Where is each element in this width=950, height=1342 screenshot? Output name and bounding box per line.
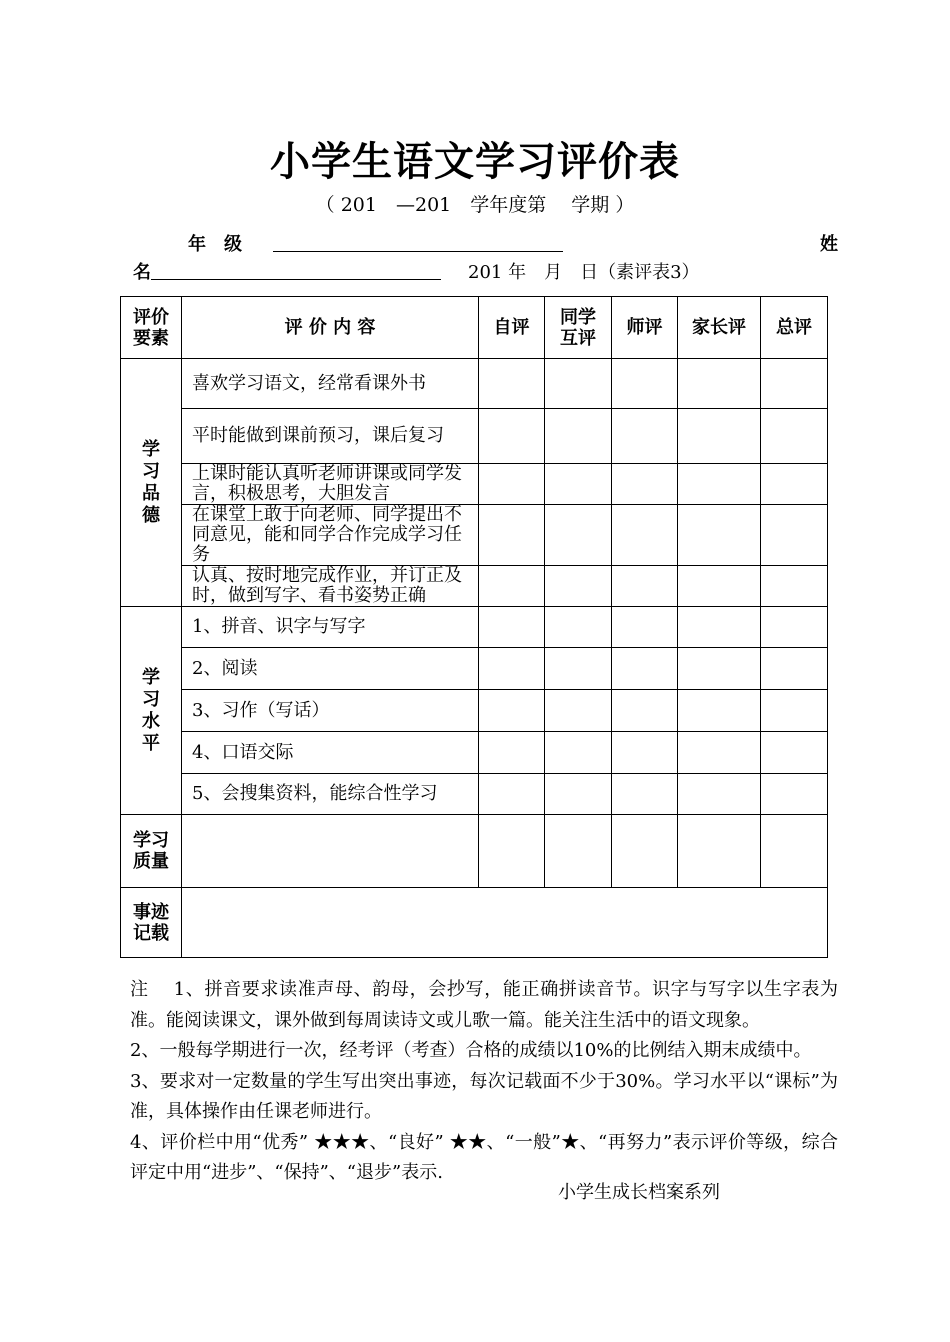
teacher-score-cell[interactable] [612, 505, 678, 566]
parent-score-cell[interactable] [678, 815, 761, 888]
table-row [121, 774, 828, 815]
school-year-subtitle: （ 201 —201 学年度第 学期 ） [315, 194, 635, 216]
self-score-cell[interactable] [479, 464, 545, 505]
teacher-score-cell[interactable] [612, 732, 678, 774]
peer-score-cell[interactable] [545, 815, 612, 888]
overall-score-cell[interactable] [761, 815, 828, 888]
peer-score-cell[interactable] [545, 607, 612, 648]
category-quality: 学习 质量 [121, 815, 182, 888]
parent-score-cell[interactable] [678, 359, 761, 409]
peer-score-cell[interactable] [545, 505, 612, 566]
teacher-score-cell[interactable] [612, 690, 678, 732]
self-score-cell[interactable] [479, 409, 545, 464]
overall-score-cell[interactable] [761, 505, 828, 566]
criterion-cell: 3、习作（写话） [182, 690, 479, 732]
parent-score-cell[interactable] [678, 648, 761, 690]
self-score-cell[interactable] [479, 607, 545, 648]
table-row [121, 607, 828, 648]
teacher-score-cell[interactable] [612, 648, 678, 690]
parent-score-cell[interactable] [678, 732, 761, 774]
overall-score-cell[interactable] [761, 690, 828, 732]
name-label-part2: 名 [133, 262, 151, 283]
overall-score-cell[interactable] [761, 774, 828, 815]
self-score-cell[interactable] [479, 815, 545, 888]
teacher-score-cell[interactable] [612, 607, 678, 648]
teacher-score-cell[interactable] [612, 464, 678, 505]
self-score-cell[interactable] [479, 732, 545, 774]
parent-score-cell[interactable] [678, 690, 761, 732]
teacher-score-cell[interactable] [612, 774, 678, 815]
self-score-cell[interactable] [479, 648, 545, 690]
evaluation-table [120, 296, 828, 958]
self-score-cell[interactable] [479, 690, 545, 732]
name-blank-line [151, 279, 441, 280]
record-content-cell[interactable] [182, 888, 828, 958]
criterion-cell: 在课堂上敢于向老师、同学提出不同意见，能和同学合作完成学习任务 [182, 505, 479, 566]
peer-score-cell[interactable] [545, 464, 612, 505]
self-score-cell[interactable] [479, 774, 545, 815]
header-content: 评 价 内 容 [182, 297, 479, 359]
grade-row [133, 230, 838, 256]
overall-score-cell[interactable] [761, 409, 828, 464]
table-row [121, 648, 828, 690]
grade-blank-line [273, 251, 563, 252]
page-title: 小学生语文学习评价表 [270, 139, 680, 185]
overall-score-cell[interactable] [761, 607, 828, 648]
self-score-cell[interactable] [479, 566, 545, 607]
parent-score-cell[interactable] [678, 505, 761, 566]
criterion-cell: 2、阅读 [182, 648, 479, 690]
parent-score-cell[interactable] [678, 607, 761, 648]
parent-score-cell[interactable] [678, 464, 761, 505]
grade-label: 年 级 [188, 234, 242, 255]
overall-score-cell[interactable] [761, 464, 828, 505]
category-record: 事迹 记载 [121, 888, 182, 958]
header-overall: 总评 [761, 297, 828, 359]
peer-score-cell[interactable] [545, 732, 612, 774]
criterion-cell: 1、拼音、识字与写字 [182, 607, 479, 648]
criterion-cell: 认真、按时地完成作业，并订正及时，做到写字、看书姿势正确 [182, 566, 479, 607]
category-level: 学习水平 [121, 607, 182, 815]
criterion-cell: 4、口语交际 [182, 732, 479, 774]
header-parent: 家长评 [678, 297, 761, 359]
overall-score-cell[interactable] [761, 648, 828, 690]
teacher-score-cell[interactable] [612, 815, 678, 888]
note-3: 3、要求对一定数量的学生写出突出事迹，每次记载面不少于30%。学习水平以“课标”为准，具体操作由任课老师进行。 [130, 1070, 838, 1122]
name-label-part1: 姓 [820, 234, 838, 255]
header-self: 自评 [479, 297, 545, 359]
category-morality: 学习品德 [121, 359, 182, 607]
header-teacher: 师评 [612, 297, 678, 359]
teacher-score-cell[interactable] [612, 566, 678, 607]
peer-score-cell[interactable] [545, 409, 612, 464]
quality-row [121, 815, 828, 888]
criterion-cell: 5、会搜集资料，能综合性学习 [182, 774, 479, 815]
table-row [121, 359, 828, 409]
criterion-cell: 上课时能认真听老师讲课或同学发言，积极思考，大胆发言 [182, 464, 479, 505]
overall-score-cell[interactable] [761, 732, 828, 774]
table-row [121, 505, 828, 566]
peer-score-cell[interactable] [545, 648, 612, 690]
teacher-score-cell[interactable] [612, 359, 678, 409]
self-score-cell[interactable] [479, 505, 545, 566]
note-2: 2、一般每学期进行一次，经考评（考查）合格的成绩以10%的比例结入期末成绩中。 [130, 1040, 812, 1061]
record-row [121, 888, 828, 958]
footer-series: 小学生成长档案系列 [558, 1182, 720, 1203]
self-score-cell[interactable] [479, 359, 545, 409]
teacher-score-cell[interactable] [612, 409, 678, 464]
notes-section [130, 975, 838, 1189]
table-row [121, 566, 828, 607]
date-text: 201 年 月 日（素评表3） [468, 262, 700, 283]
overall-score-cell[interactable] [761, 566, 828, 607]
table-row [121, 732, 828, 774]
quality-content-cell[interactable] [182, 815, 479, 888]
header-element: 评价 要素 [121, 297, 182, 359]
criterion-cell: 平时能做到课前预习，课后复习 [182, 409, 479, 464]
peer-score-cell[interactable] [545, 566, 612, 607]
table-row [121, 690, 828, 732]
table-row [121, 409, 828, 464]
parent-score-cell[interactable] [678, 566, 761, 607]
header-peer: 同学 互评 [545, 297, 612, 359]
peer-score-cell[interactable] [545, 359, 612, 409]
table-header-row [121, 297, 828, 359]
overall-score-cell[interactable] [761, 359, 828, 409]
peer-score-cell[interactable] [545, 690, 612, 732]
parent-score-cell[interactable] [678, 774, 761, 815]
table-row [121, 464, 828, 505]
note-4: 4、评价栏中用“优秀” ★★★、“良好” ★★、“一般”★、“再努力”表示评价等级，综合评定中用“进步”、“保持”、“退步”表示. [130, 1131, 838, 1183]
criterion-cell: 喜欢学习语文，经常看课外书 [182, 359, 479, 409]
name-date-row [133, 258, 838, 284]
peer-score-cell[interactable] [545, 774, 612, 815]
parent-score-cell[interactable] [678, 409, 761, 464]
note-1: 注 1、拼音要求读准声母、韵母，会抄写，能正确拼读音节。识字与写字以生字表为准。能阅读课文，课外做到每周读诗文或儿歌一篇。能关注生活中的语文现象。 [130, 979, 838, 1031]
